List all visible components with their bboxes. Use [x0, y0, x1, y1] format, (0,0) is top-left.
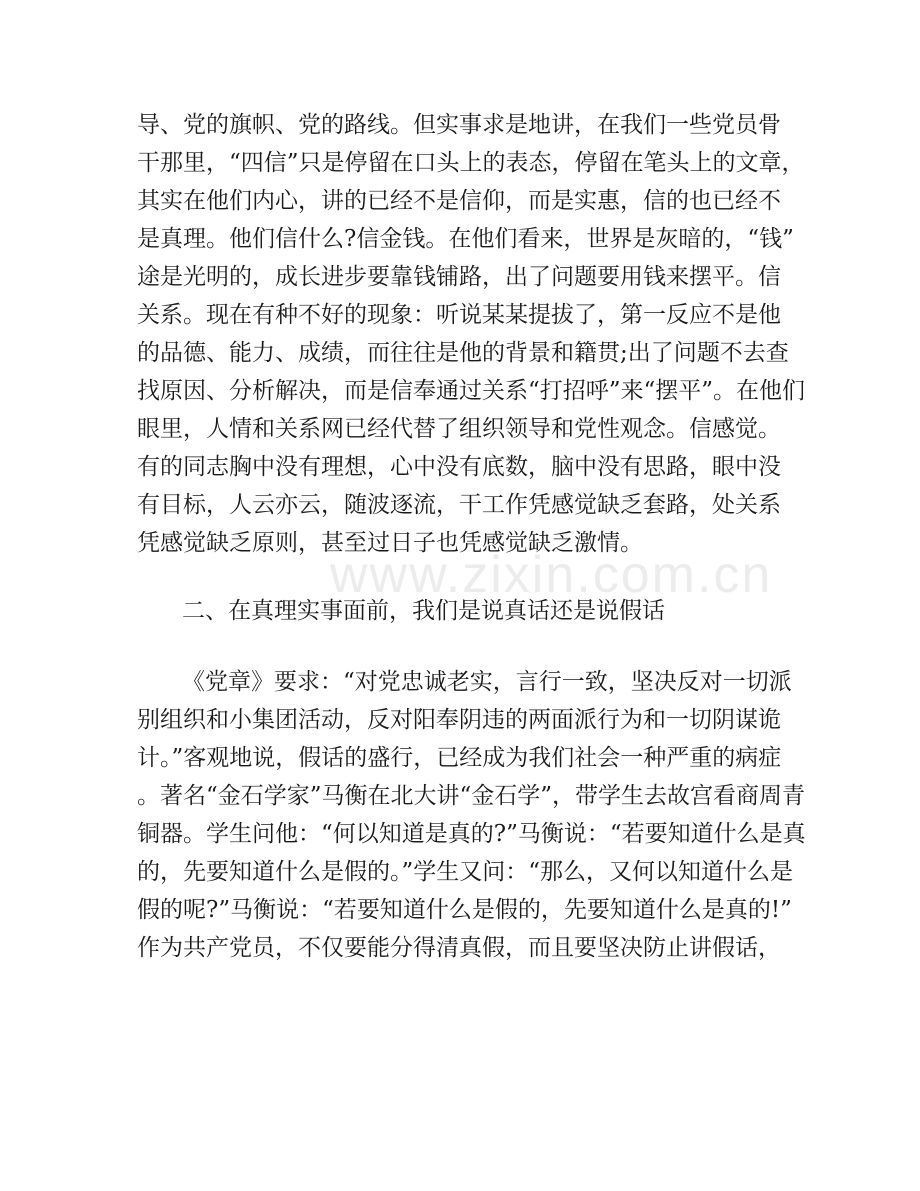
paragraph-1-line-2: 干那里，“四信”只是停留在口头上的表态，停留在笔头上的文章， [137, 150, 805, 176]
paragraph-2-line-3: 计。”客观地说，假话的盛行，已经成为我们社会一种严重的病症 [137, 745, 782, 771]
paragraph-1-line-5: 途是光明的，成长进步要靠钱铺路，出了问题要用钱来摆平。信 [137, 264, 781, 290]
paragraph-2-line-1: 《党章》要求：“对党忠诚老实，言行一致，坚决反对一切派 [182, 669, 792, 695]
paragraph-1-line-10: 有的同志胸中没有理想，心中没有底数，脑中没有思路，眼中没 [137, 454, 781, 480]
paragraph-1-line-4: 是真理。他们信什么?信金钱。在他们看来，世界是灰暗的，“钱” [137, 226, 794, 252]
paragraph-1-line-8: 找原因、分析解决，而是信奉通过关系“打招呼”来“摆平”。在他们 [137, 378, 806, 404]
paragraph-1-line-9: 眼里，人情和关系网已经代替了组织领导和党性观念。信感觉。 [137, 416, 781, 442]
paragraph-2-line-6: 的，先要知道什么是假的。”学生又问：“那么，又何以知道什么是 [137, 859, 794, 885]
paragraph-1-line-1: 导、党的旗帜、党的路线。但实事求是地讲，在我们一些党员骨 [137, 112, 781, 138]
section-heading: 二、在真理实事面前，我们是说真话还是说假话 [182, 598, 665, 624]
paragraph-1-line-7: 的品德、能力、成绩，而往往是他的背景和籍贯;出了问题不去查 [137, 340, 789, 366]
paragraph-1-line-3: 其实在他们内心，讲的已经不是信仰，而是实惠，信的也已经不 [137, 188, 781, 214]
paragraph-1-line-6: 关系。现在有种不好的现象：听说某某提拔了，第一反应不是他 [137, 302, 781, 328]
paragraph-1-line-12: 凭感觉缺乏原则，甚至过日子也凭感觉缺乏激情。 [137, 530, 643, 556]
watermark: www.zixin.com.cn [330, 546, 773, 604]
paragraph-2-line-2: 别组织和小集团活动，反对阳奉阴违的两面派行为和一切阴谋诡 [137, 707, 781, 733]
paragraph-2-line-4: 。著名“金石学家”马衡在北大讲“金石学”，带学生去故宫看商周青 [137, 783, 806, 809]
paragraph-2-line-7: 假的呢?”马衡说：“若要知道什么是假的，先要知道什么是真的!” [137, 897, 792, 923]
paragraph-2-line-5: 铜器。学生问他：“何以知道是真的?”马衡说：“若要知道什么是真 [137, 821, 806, 847]
paragraph-1-line-11: 有目标，人云亦云，随波逐流，干工作凭感觉缺乏套路，处关系 [137, 492, 781, 518]
paragraph-2-line-8: 作为共产党员，不仅要能分得清真假，而且要坚决防止讲假话， [137, 935, 781, 961]
